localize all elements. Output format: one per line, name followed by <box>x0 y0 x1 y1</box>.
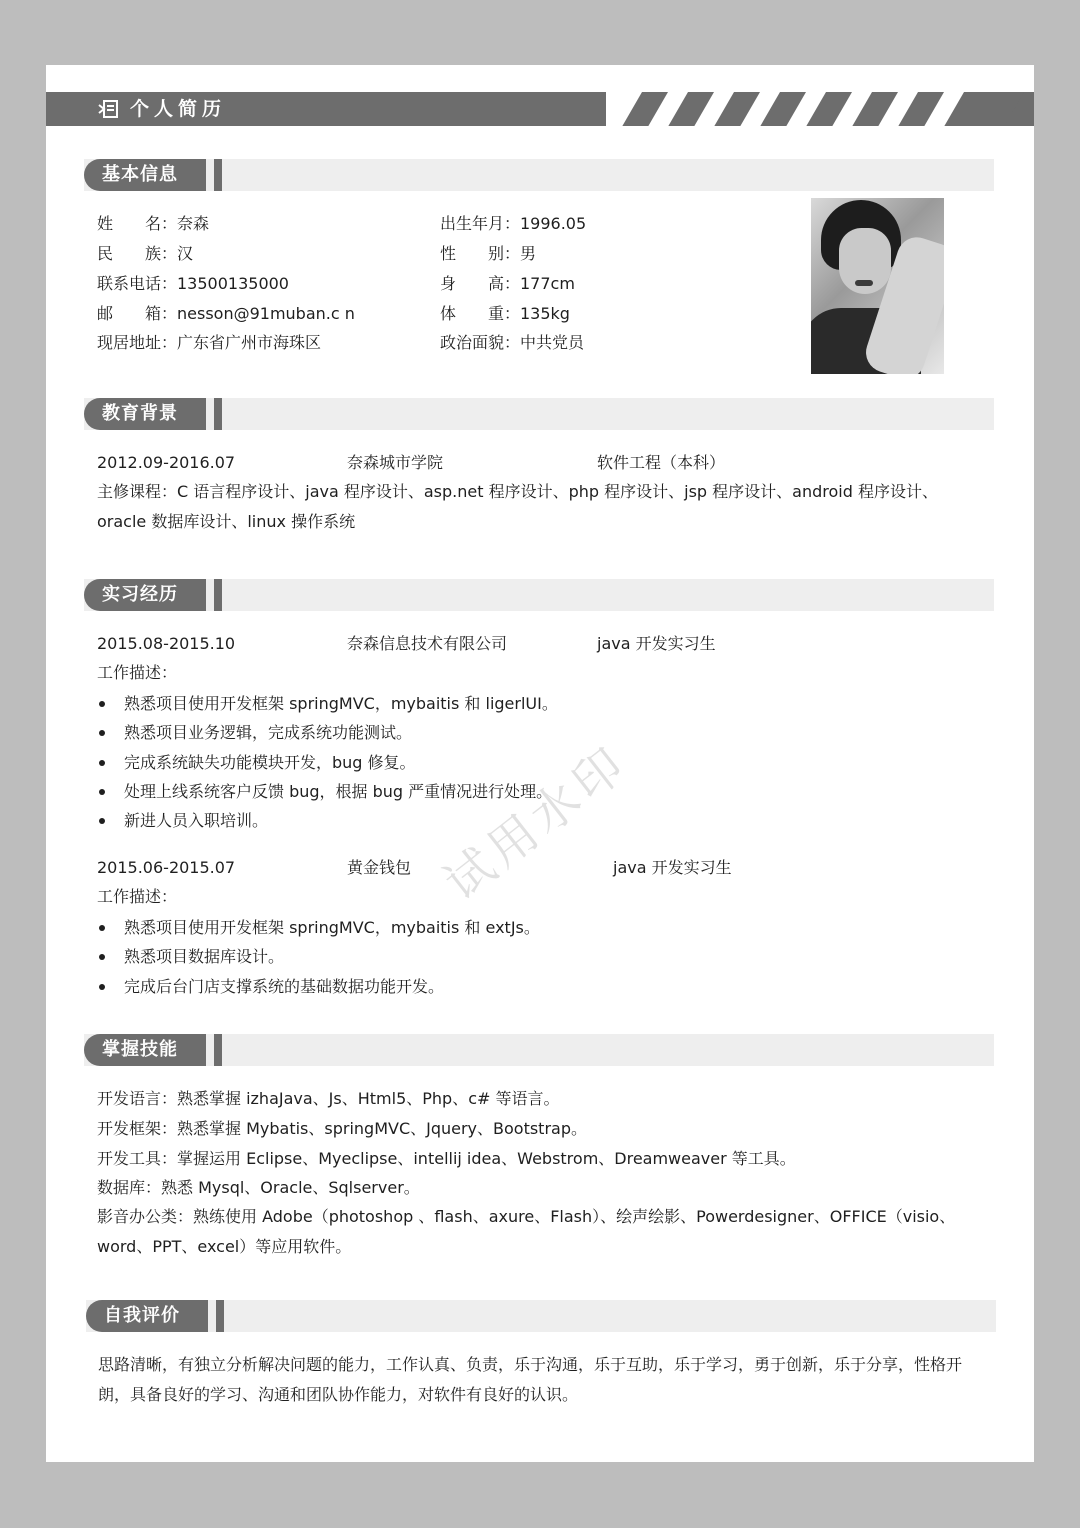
list-item: 新进人员入职培训。 <box>97 806 558 835</box>
info-gender: 性 别：男 <box>440 244 537 263</box>
intern-1-desc-label: 工作描述： <box>97 663 178 682</box>
intern-1-role: java 开发实习生 <box>597 634 716 653</box>
resume-icon <box>98 99 120 119</box>
section-self-eval <box>86 1300 996 1332</box>
watermark: 试用水印 <box>434 734 640 912</box>
info-birth: 出生年月：1996.05 <box>440 214 587 233</box>
list-item: 熟悉项目数据库设计。 <box>97 942 540 971</box>
list-item: 熟悉项目使用开发框架 springMVC，mybaitis 和 ligerlUI。 <box>97 689 558 718</box>
intern-2-desc-label: 工作描述： <box>97 887 178 906</box>
intern-2-period: 2015.06-2015.07 <box>97 858 236 877</box>
info-ethnicity: 民 族：汉 <box>97 244 194 263</box>
info-name: 姓 名：奈森 <box>97 214 210 233</box>
skill-line: 开发工具：掌握运用 Eclipse、Myeclipse、intellij idea、Webstrom、Dreamweaver 等工具。 <box>97 1149 796 1168</box>
profile-photo <box>811 198 944 374</box>
intern-2-company: 黄金钱包 <box>347 858 412 877</box>
list-item: 完成后台门店支撑系统的基础数据功能开发。 <box>97 972 540 1001</box>
section-title-internship: 实习经历 <box>84 579 206 611</box>
self-eval-text: 思路清晰，有独立分析解决问题的能力，工作认真、负责，乐于沟通，乐于互助，乐于学习，勇于创新，乐于分享，性格开朗，具备良好的学习、沟通和团队协作能力，对软件有良好的认识。 <box>98 1355 963 1404</box>
skill-line: 数据库：熟悉 Mysql、Oracle、Sqlserver。 <box>97 1178 420 1197</box>
info-email: 邮 箱：nesson@91muban.c n <box>97 304 355 323</box>
info-address: 现居地址：广东省广州市海珠区 <box>97 333 322 352</box>
section-title-basic: 基本信息 <box>84 159 206 191</box>
skill-media: 影音办公类：熟练使用 Adobe（photoshop 、flash、axure、Flash）、绘声绘影、Powerdesigner、OFFICE（visio、word、PPT、excel）等应用软件。 <box>97 1207 956 1256</box>
section-title-education: 教育背景 <box>84 398 206 430</box>
info-phone: 联系电话：13500135000 <box>97 274 289 293</box>
section-education <box>84 398 994 430</box>
section-skills <box>84 1034 994 1066</box>
skill-line: 开发语言：熟悉掌握 izhaJava、Js、Html5、Php、c# 等语言。 <box>97 1089 560 1108</box>
intern-1-period: 2015.08-2015.10 <box>97 634 236 653</box>
intern-1-company: 奈森信息技术有限公司 <box>347 634 508 653</box>
list-item: 熟悉项目业务逻辑，完成系统功能测试。 <box>97 718 558 747</box>
edu-school: 奈森城市学院 <box>347 453 444 472</box>
intern-2-list <box>97 913 540 1001</box>
section-internship <box>84 579 994 611</box>
edu-courses: 主修课程：C 语言程序设计、java 程序设计、asp.net 程序设计、php 程序设计、jsp 程序设计、android 程序设计、oracle 数据库设计、linux 操作系统 <box>97 482 938 531</box>
skill-line: 开发框架：熟悉掌握 Mybatis、springMVC、Jquery、Bootstrap。 <box>97 1119 587 1138</box>
edu-period: 2012.09-2016.07 <box>97 453 236 472</box>
list-item: 完成系统缺失功能模块开发，bug 修复。 <box>97 748 558 777</box>
page-title: 个人简历 <box>130 98 227 120</box>
section-title-skills: 掌握技能 <box>84 1034 206 1066</box>
edu-major: 软件工程（本科） <box>597 453 726 472</box>
info-height: 身 高：177cm <box>440 274 575 293</box>
list-item: 熟悉项目使用开发框架 springMVC，mybaitis 和 extJs。 <box>97 913 540 942</box>
list-item: 处理上线系统客户反馈 bug，根据 bug 严重情况进行处理。 <box>97 777 558 806</box>
section-title-self-eval: 自我评价 <box>86 1300 208 1332</box>
resume-page <box>46 65 1034 1462</box>
info-politics: 政治面貌：中共党员 <box>440 333 585 352</box>
intern-2-role: java 开发实习生 <box>613 858 732 877</box>
section-basic <box>84 159 994 191</box>
info-weight: 体 重：135kg <box>440 304 570 323</box>
